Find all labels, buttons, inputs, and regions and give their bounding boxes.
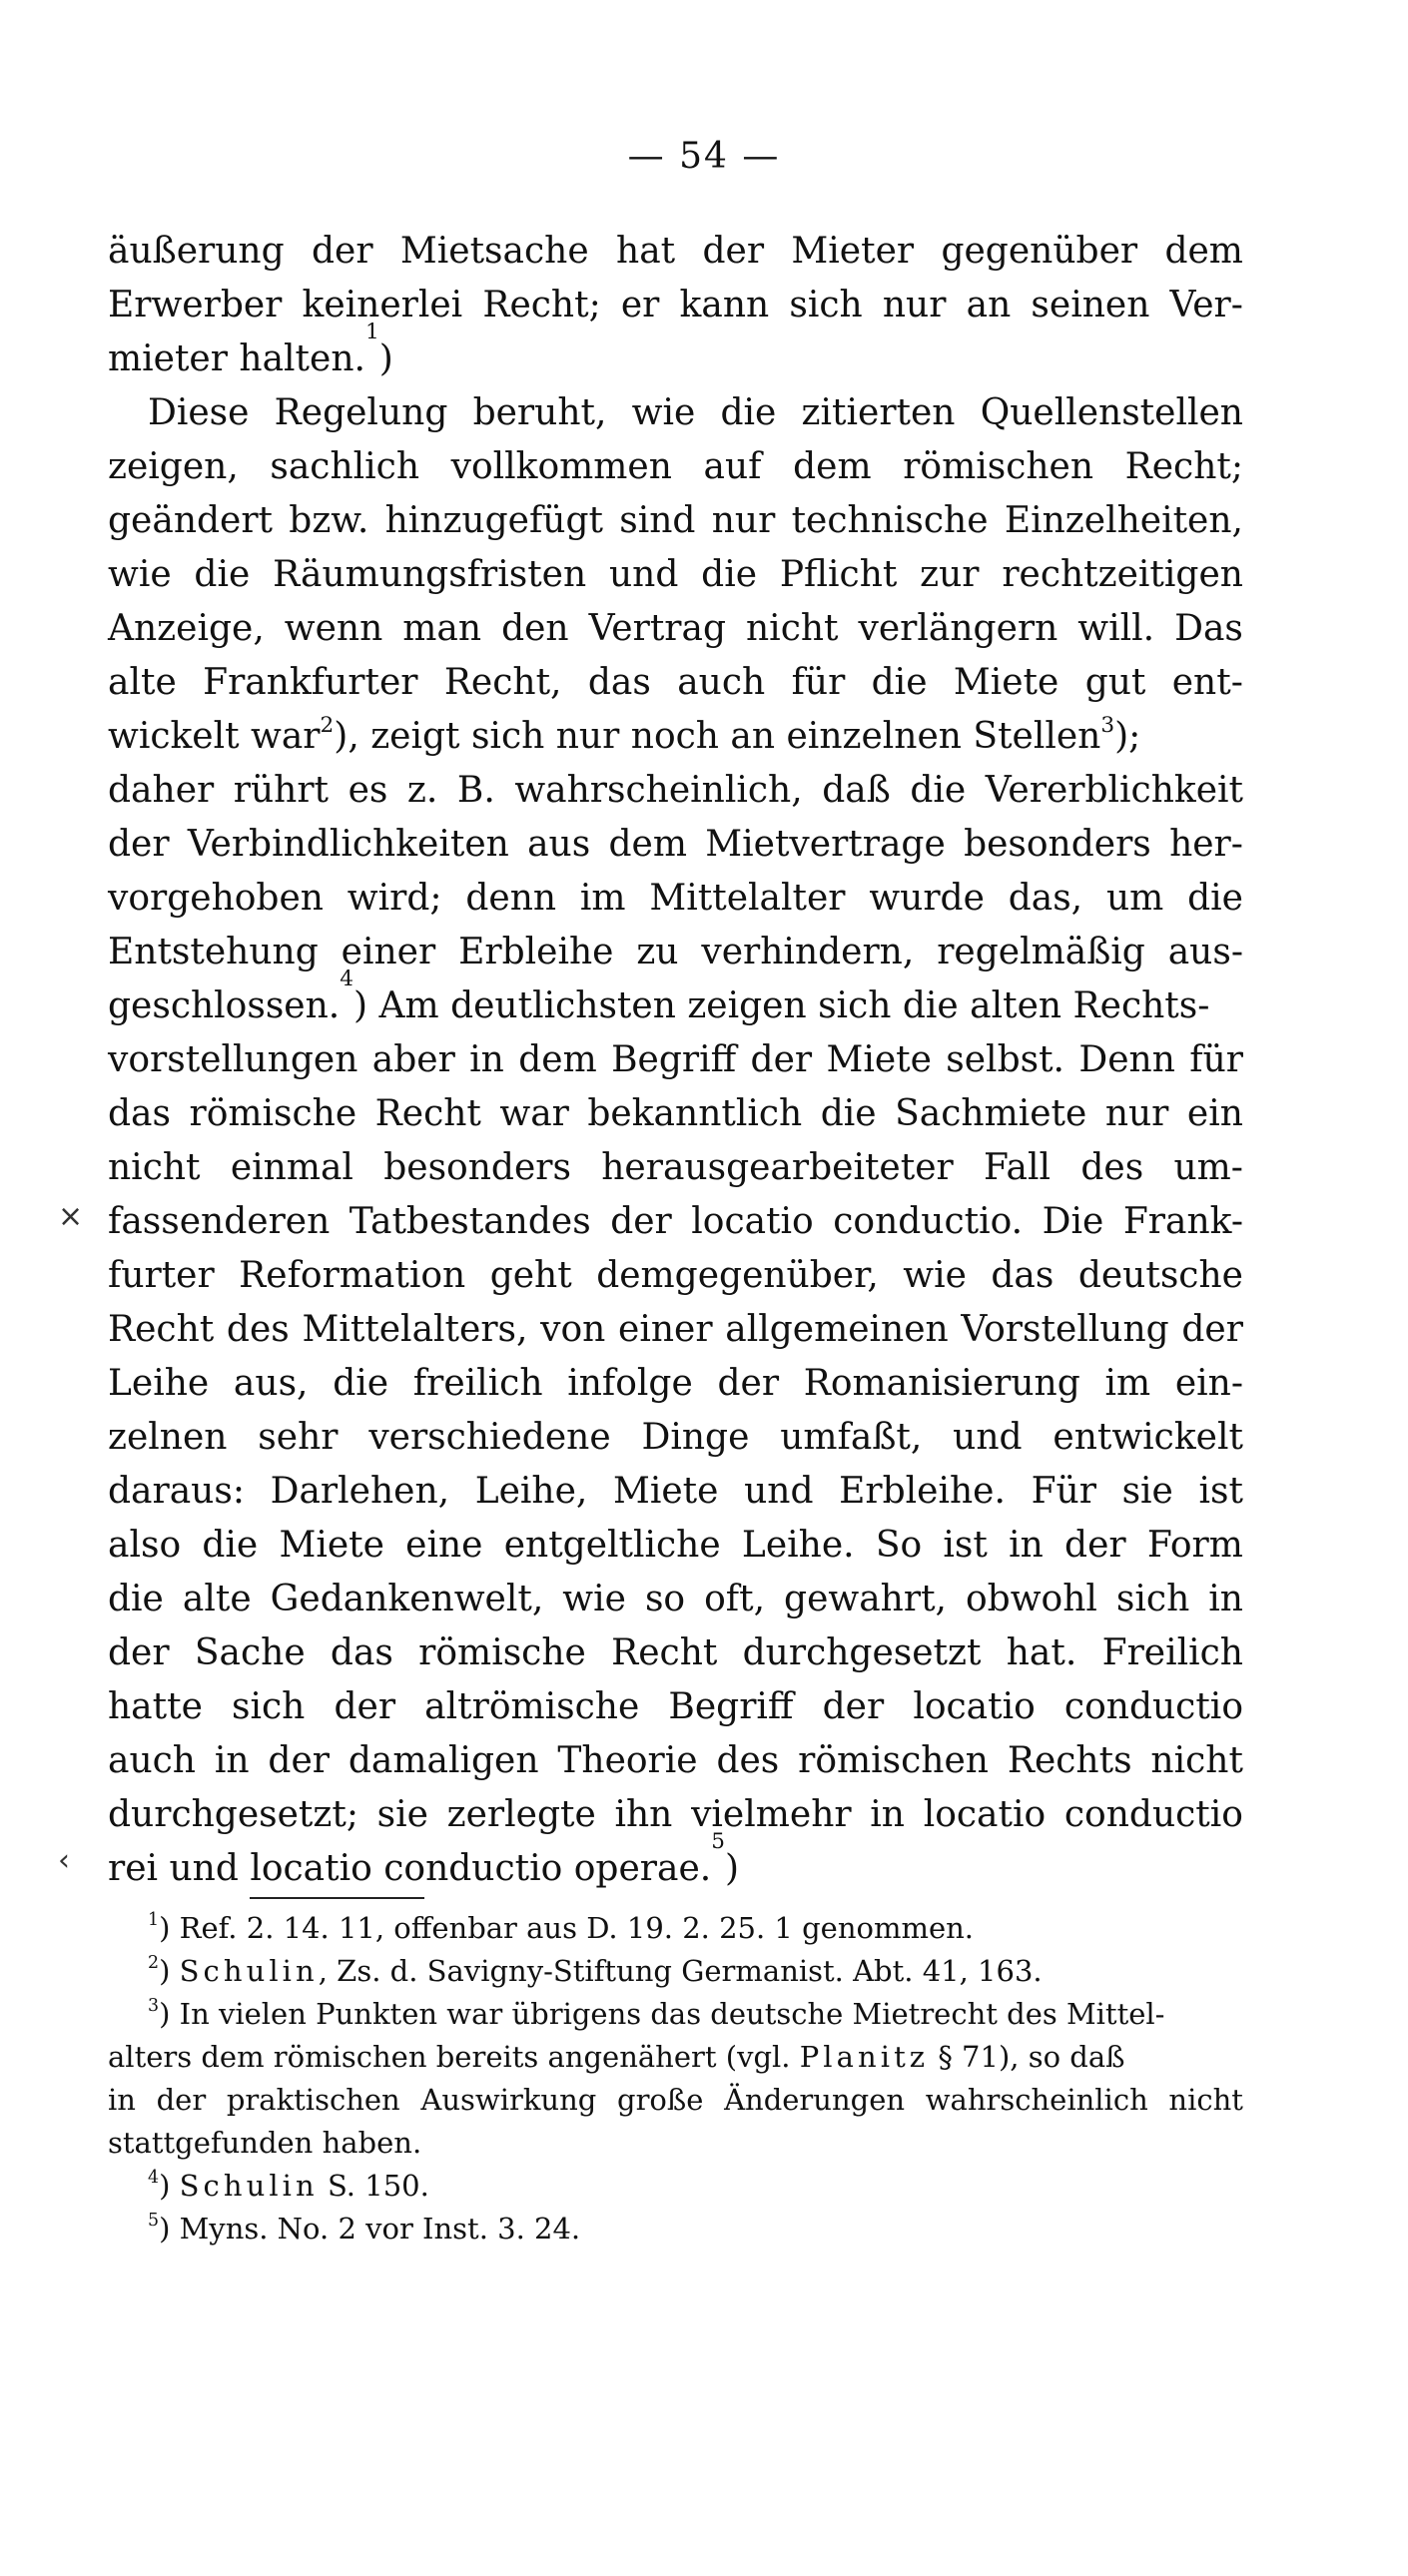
word: durchgesetzt; (108, 1794, 358, 1835)
word: im (1104, 1363, 1151, 1404)
word: vielmehr (691, 1794, 852, 1835)
word: nicht (1168, 2083, 1243, 2117)
word: Das (1174, 608, 1243, 649)
text-line (108, 1573, 1243, 1626)
word: B. (456, 770, 495, 811)
word: eine (405, 1525, 483, 1566)
word: Freilich (1101, 1632, 1243, 1673)
word: aus- (1167, 932, 1243, 972)
footnote-ref-3: 3 (1100, 712, 1115, 738)
word: auf (703, 446, 762, 487)
word: römische (189, 1093, 357, 1134)
word: Recht; (1124, 446, 1243, 487)
word: locatio (923, 1794, 1047, 1835)
footnote-3-cont (108, 2079, 1243, 2122)
text-line (108, 1249, 1243, 1303)
word: verschiedene (368, 1417, 611, 1458)
word: geändert (108, 500, 274, 541)
word: technische (791, 500, 989, 541)
word: zur (920, 554, 980, 595)
word: Form (1146, 1525, 1243, 1566)
word: Romanisierung (803, 1363, 1080, 1404)
text-line (108, 1626, 1243, 1680)
word: rührt (233, 770, 330, 811)
text-line (108, 1519, 1243, 1573)
word: Vererblichkeit (985, 770, 1243, 811)
word: die (701, 554, 758, 595)
word: wird; (347, 878, 442, 919)
word: Ver- (1169, 285, 1243, 325)
word: Mittelalter (649, 878, 846, 919)
word: vorstellungen (108, 1039, 358, 1080)
footnote-2: $^2$) Schulin, Zs. d. Savigny-Stiftung Germanist. Abt. 41, 163. (148, 1952, 1043, 1988)
word: Frankfurter (203, 662, 418, 703)
word: ent- (1171, 662, 1243, 703)
word: er (620, 285, 660, 325)
text-line (108, 494, 1243, 548)
word: in (469, 1039, 504, 1080)
text-line (108, 279, 1243, 332)
text-line (108, 386, 1243, 440)
word: altrömische (424, 1686, 640, 1727)
word: kann (679, 285, 770, 325)
footnotes (108, 1907, 1243, 2251)
word: wie (903, 1255, 967, 1296)
word: römischen (903, 446, 1094, 487)
word: auch (677, 662, 766, 703)
word: zerlegte (446, 1794, 596, 1835)
word: der (610, 1201, 672, 1242)
word: Recht; (482, 285, 601, 325)
word: aus, (233, 1363, 309, 1404)
footnote-ref-1: 1 (364, 320, 379, 344)
word: entgeltliche (503, 1525, 721, 1566)
word: Leihe. (741, 1525, 855, 1566)
word: römische (418, 1632, 586, 1673)
word: der (1064, 1525, 1126, 1566)
word: sehr (258, 1417, 339, 1458)
text-line (108, 818, 1243, 872)
word: Reformation (239, 1255, 466, 1296)
word: dem (1164, 231, 1243, 272)
word: alte (108, 662, 177, 703)
text-line (108, 440, 1243, 494)
word: Auswirkung (420, 2083, 597, 2117)
word: Erbleihe. (839, 1471, 1006, 1512)
word: sie (376, 1794, 428, 1835)
text-line (108, 926, 1243, 979)
footnote-1: $^1$) Ref. 2. 14. 11, offenbar aus D. 19. 2. 25. 1 genommen. (148, 1909, 975, 1945)
word: besonders (964, 824, 1151, 865)
text-line: rei und locatio conductio operae. 5 ) (108, 1842, 1243, 1896)
word: oft, (704, 1579, 766, 1619)
word: Miete (953, 662, 1059, 703)
word: will. (1077, 608, 1155, 649)
word: einer (618, 1309, 713, 1350)
word: die (720, 392, 777, 433)
word: Dinge (641, 1417, 750, 1458)
word: daraus: (108, 1471, 245, 1512)
word: der (108, 824, 170, 865)
footnote-3: $^3$) In vielen Punkten war übrigens das deutsche Mietrecht des Mittel- (148, 1995, 1165, 2031)
word: in (1208, 1579, 1243, 1619)
word: Räumungsfristen (273, 554, 587, 595)
text-line (108, 1680, 1243, 1734)
word: ihn (614, 1794, 673, 1835)
word: regelmäßig (937, 932, 1145, 972)
text-line (108, 1195, 1243, 1249)
word: Begriff (668, 1686, 794, 1727)
word: daß (822, 770, 891, 811)
word: locatio (691, 1201, 814, 1242)
word: furter (108, 1255, 215, 1296)
word: des (226, 1309, 290, 1350)
word: Tatbestandes (349, 1201, 591, 1242)
word: ein (1186, 1093, 1243, 1134)
margin-mark-angle: ‹ (58, 1843, 70, 1878)
word: Erwerber (108, 285, 283, 325)
text-line (108, 764, 1243, 818)
word: selbst. (946, 1039, 1065, 1080)
word: Fall (984, 1147, 1052, 1188)
word: hinzugefügt (384, 500, 603, 541)
word: und (608, 554, 679, 595)
word: Änderungen (724, 2083, 906, 2117)
word: durchgesetzt (742, 1632, 982, 1673)
word: wahrscheinlich (925, 2083, 1148, 2117)
word: so (644, 1579, 686, 1619)
footnote-ref-4: 4 (340, 966, 353, 991)
word: von (540, 1309, 606, 1350)
word: rechtzeitigen (1002, 554, 1243, 595)
word: z. (406, 770, 438, 811)
word: wie (108, 554, 172, 595)
word: das (330, 1632, 393, 1673)
word: Mittelalters, (302, 1309, 528, 1350)
body-text (108, 225, 1243, 1896)
word: vorgehoben (108, 878, 324, 919)
text-line (108, 1411, 1243, 1465)
word: entwickelt (1053, 1417, 1243, 1458)
word: nur (882, 285, 947, 325)
word: Leihe (108, 1363, 210, 1404)
text-line: mieter halten. 1 ) (108, 332, 1243, 386)
word: den (501, 608, 569, 649)
word: die (108, 1579, 164, 1619)
word: freilich (412, 1363, 543, 1404)
word: der (702, 231, 765, 272)
word: des (716, 1740, 780, 1781)
word: conductio (1063, 1794, 1243, 1835)
word: und (744, 1471, 814, 1512)
word: des (1080, 1147, 1144, 1188)
word: Die (1042, 1201, 1104, 1242)
word: damaligen (348, 1740, 539, 1781)
word: infolge (567, 1363, 693, 1404)
word: Gedankenwelt, (270, 1579, 544, 1619)
text-line (108, 1357, 1243, 1411)
word: hat. (1006, 1632, 1077, 1673)
word: wie (562, 1579, 626, 1619)
word: locatio (913, 1686, 1036, 1727)
word: in (214, 1740, 250, 1781)
word: der (108, 1632, 170, 1673)
word: der (750, 1039, 813, 1080)
text-line (108, 602, 1243, 656)
word: Mietvertrage (705, 824, 946, 865)
word: das (587, 662, 651, 703)
word: umfaßt, (780, 1417, 923, 1458)
word: das (991, 1255, 1055, 1296)
word: hat (616, 231, 676, 272)
word: alte (182, 1579, 252, 1619)
word: für (791, 662, 846, 703)
text-line (108, 548, 1243, 602)
word: an (966, 285, 1012, 325)
word: um- (1173, 1147, 1243, 1188)
word: war (499, 1093, 569, 1134)
text-line (108, 1465, 1243, 1519)
word: man (402, 608, 482, 649)
text-line (108, 225, 1243, 279)
text-line (108, 656, 1243, 710)
word: für (1189, 1039, 1243, 1080)
word: sind (619, 500, 696, 541)
word: Recht, (443, 662, 562, 703)
word: die (871, 662, 928, 703)
word: gewahrt, (784, 1579, 947, 1619)
word: Entstehung (108, 932, 319, 972)
word: ist (943, 1525, 988, 1566)
footnote-ref-2: 2 (320, 712, 335, 738)
word: Erbleihe (458, 932, 614, 972)
word: große (617, 2083, 704, 2117)
word: Miete (826, 1039, 932, 1080)
word: zelnen (108, 1417, 228, 1458)
text-line (108, 1141, 1243, 1195)
word: verlängern (858, 608, 1058, 649)
word: Vertrag (588, 608, 726, 649)
word: keinerlei (302, 285, 463, 325)
word: dem (793, 446, 872, 487)
word: dem (608, 824, 687, 865)
text-line (108, 1734, 1243, 1788)
word: nicht (746, 608, 839, 649)
word: Recht (108, 1309, 215, 1350)
word: Begriff (611, 1039, 737, 1080)
word: der (156, 2083, 207, 2117)
text-line (108, 872, 1243, 926)
word: herausgearbeiteter (601, 1147, 954, 1188)
word: Anzeige, (108, 608, 265, 649)
word: conductio. (833, 1201, 1024, 1242)
word: wie (631, 392, 696, 433)
word: nur (711, 500, 776, 541)
word: römischen (798, 1740, 989, 1781)
word: gut (1084, 662, 1146, 703)
text-line: wickelt war$^2$), zeigt sich nur noch an einzelnen Stellen$^3$); (108, 712, 1141, 757)
word: Sache (194, 1632, 306, 1673)
word: Mieter (791, 231, 915, 272)
word: einmal (230, 1147, 353, 1188)
word: sich (1115, 1579, 1190, 1619)
word: verhindern, (701, 932, 915, 972)
word: Recht (611, 1632, 718, 1673)
text-line: geschlossen. 4 ) Am deutlichsten zeigen sich die alten Rechts- (108, 979, 1243, 1033)
text-line (108, 1087, 1243, 1141)
word: zitierten (801, 392, 956, 433)
footnote-4: $^4$) Schulin S. 150. (148, 2167, 429, 2203)
word: bzw. (289, 500, 369, 541)
page-number: — 54 — (627, 136, 781, 177)
word: es (348, 770, 388, 811)
word: Recht (374, 1093, 481, 1134)
word: Diese (148, 392, 250, 433)
word: äußerung (108, 231, 285, 272)
word: zu (636, 932, 679, 972)
word: in (1009, 1525, 1044, 1566)
word: denn (465, 878, 557, 919)
word: einer (341, 932, 436, 972)
word: wenn (284, 608, 383, 649)
word: sie (1121, 1471, 1173, 1512)
word: um (1105, 878, 1164, 919)
word: dem (518, 1039, 597, 1080)
word: Vorstellung (961, 1309, 1169, 1350)
word: obwohl (966, 1579, 1097, 1619)
word: auch (108, 1740, 196, 1781)
word: in (108, 2083, 136, 2117)
word: daher (108, 770, 215, 811)
word: Pflicht (779, 554, 898, 595)
text-line (108, 1033, 1243, 1087)
word: Einzelheiten, (1004, 500, 1243, 541)
word: und (953, 1417, 1023, 1458)
word: Regelung (274, 392, 448, 433)
footnote-5: $^5$) Myns. No. 2 vor Inst. 3. 24. (148, 2210, 581, 2246)
word: die (1187, 878, 1243, 919)
word: sich (789, 285, 863, 325)
word: der (311, 231, 373, 272)
word: praktischen (226, 2083, 400, 2117)
word: hatte (108, 1686, 203, 1727)
word: Miete (279, 1525, 384, 1566)
word: ein- (1174, 1363, 1243, 1404)
word: Denn (1078, 1039, 1175, 1080)
word: sachlich (270, 446, 420, 487)
word: Rechts (1007, 1740, 1132, 1781)
word: die (194, 554, 251, 595)
word: nur (1104, 1093, 1169, 1134)
word: Verbindlichkeiten (187, 824, 509, 865)
word: die (333, 1363, 389, 1404)
word: nicht (1150, 1740, 1243, 1781)
word: sich (232, 1686, 306, 1727)
word: Darlehen, (270, 1471, 450, 1512)
word: besonders (383, 1147, 571, 1188)
word: seinen (1031, 285, 1150, 325)
word: demgegenüber, (596, 1255, 879, 1296)
footnote-3-cont: stattgefunden haben. (108, 2126, 422, 2160)
word: bekanntlich (587, 1093, 803, 1134)
word: die (202, 1525, 259, 1566)
footnote-separator (250, 1897, 424, 1899)
word: Für (1031, 1471, 1096, 1512)
word: ist (1198, 1471, 1243, 1512)
word: vollkommen (450, 446, 672, 487)
word: die (820, 1093, 877, 1134)
word: aber (371, 1039, 455, 1080)
word: das, (1008, 878, 1083, 919)
word: die (910, 770, 967, 811)
word: aus (527, 824, 591, 865)
word: So (875, 1525, 923, 1566)
word: Theorie (557, 1740, 698, 1781)
word: allgemeinen (725, 1309, 949, 1350)
word: zeigen, (108, 446, 239, 487)
word: nicht (108, 1147, 201, 1188)
word: im (579, 878, 626, 919)
word: der (822, 1686, 885, 1727)
word: Leihe, (474, 1471, 588, 1512)
word: beruht, (472, 392, 607, 433)
word: deutsche (1077, 1255, 1243, 1296)
word: Quellenstellen (980, 392, 1243, 433)
word: her- (1169, 824, 1243, 865)
word: geht (489, 1255, 572, 1296)
text-line (108, 1788, 1243, 1842)
word: der (1181, 1309, 1243, 1350)
word: wahrscheinlich, (514, 770, 803, 811)
word: fassenderen (108, 1201, 331, 1242)
word: Miete (613, 1471, 719, 1512)
word: der (268, 1740, 330, 1781)
word: gegenüber (941, 231, 1138, 272)
word: das (108, 1093, 171, 1134)
word: Mietsache (399, 231, 589, 272)
word: der (334, 1686, 396, 1727)
word: wurde (869, 878, 985, 919)
footnote-ref-5: 5 (711, 1829, 725, 1854)
footnote-3-cont: alters dem römischen bereits angenähert (vgl. Planitz § 71), so daß (108, 2040, 1125, 2074)
word: in (870, 1794, 905, 1835)
word: Frank- (1122, 1201, 1243, 1242)
margin-mark-cross: × (58, 1199, 84, 1234)
text-line (108, 1303, 1243, 1357)
word: conductio (1063, 1686, 1243, 1727)
word: also (108, 1525, 182, 1566)
word: Sachmiete (895, 1093, 1087, 1134)
word: der (717, 1363, 780, 1404)
